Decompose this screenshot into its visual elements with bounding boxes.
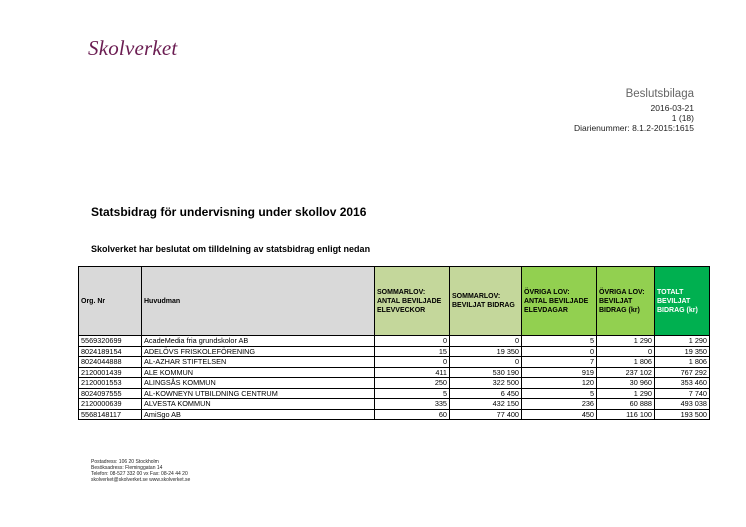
cell-sommarlov-elevveckor: 60: [375, 409, 450, 420]
cell-ovriga-elevdagar: 236: [522, 399, 597, 410]
document-date: 2016-03-21: [650, 103, 694, 113]
cell-sommarlov-bidrag: 322 500: [450, 378, 522, 389]
footer-email-web: skolverket@skolverket.se www.skolverket.se: [91, 477, 191, 483]
cell-ovriga-bidrag: 1 806: [597, 357, 655, 368]
footer-phone-fax: Telefon: 08-527 332 00 vx Fax: 08-24 44 20: [91, 471, 188, 477]
cell-ovriga-elevdagar: 7: [522, 357, 597, 368]
cell-sommarlov-elevveckor: 411: [375, 367, 450, 378]
cell-sommarlov-elevveckor: 335: [375, 399, 450, 410]
table-row: [79, 388, 710, 399]
cell-huvudman: ADELÖVS FRISKOLEFÖRENING: [142, 346, 375, 357]
cell-ovriga-bidrag: 116 100: [597, 409, 655, 420]
cell-org-nr: 8024189154: [79, 346, 142, 357]
grant-table: [78, 266, 710, 420]
table-row: [79, 378, 710, 389]
cell-sommarlov-elevveckor: 250: [375, 378, 450, 389]
cell-sommarlov-bidrag: 77 400: [450, 409, 522, 420]
cell-huvudman: ALVESTA KOMMUN: [142, 399, 375, 410]
cell-org-nr: 2120000639: [79, 399, 142, 410]
cell-ovriga-bidrag: 60 888: [597, 399, 655, 410]
cell-org-nr: 2120001439: [79, 367, 142, 378]
document-meta: [574, 88, 694, 133]
cell-ovriga-bidrag: 1 290: [597, 388, 655, 399]
cell-totalt: 7 740: [655, 388, 710, 399]
cell-totalt: 193 500: [655, 409, 710, 420]
cell-huvudman: AL-KOWNEYN UTBILDNING CENTRUM: [142, 388, 375, 399]
table-row: [79, 346, 710, 357]
cell-sommarlov-bidrag: 19 350: [450, 346, 522, 357]
table-row: [79, 367, 710, 378]
cell-huvudman: ALE KOMMUN: [142, 367, 375, 378]
cell-huvudman: AcadeMedia fria grundskolor AB: [142, 336, 375, 347]
cell-totalt: 767 292: [655, 367, 710, 378]
header-huvudman: Huvudman: [142, 267, 375, 336]
cell-huvudman: AL-AZHAR STIFTELSEN: [142, 357, 375, 368]
cell-sommarlov-elevveckor: 15: [375, 346, 450, 357]
page-number: 1 (18): [671, 113, 694, 123]
cell-sommarlov-bidrag: 0: [450, 336, 522, 347]
cell-ovriga-elevdagar: 450: [522, 409, 597, 420]
header-ovriga-lov-elevdagar: ÖVRIGA LOV: ANTAL BEVILJADE ELEVDAGAR: [522, 267, 597, 336]
diarienummer: Diarienummer: 8.1.2-2015:1615: [573, 123, 694, 133]
table-row: [79, 336, 710, 347]
cell-org-nr: 8024097555: [79, 388, 142, 399]
cell-sommarlov-elevveckor: 0: [375, 336, 450, 347]
cell-ovriga-elevdagar: 0: [522, 346, 597, 357]
table-row: [79, 399, 710, 410]
cell-huvudman: ALINGSÅS KOMMUN: [142, 378, 375, 389]
cell-totalt: 19 350: [655, 346, 710, 357]
footer-contact: [91, 459, 190, 483]
cell-sommarlov-elevveckor: 5: [375, 388, 450, 399]
footer-postal-address: Postadress: 106 20 Stockholm: [91, 459, 159, 465]
cell-huvudman: AmiSgo AB: [142, 409, 375, 420]
cell-sommarlov-bidrag: 0: [450, 357, 522, 368]
cell-sommarlov-bidrag: 530 190: [450, 367, 522, 378]
cell-org-nr: 5568148117: [79, 409, 142, 420]
table-row: [79, 409, 710, 420]
document-type: Beslutsbilaga: [625, 88, 694, 100]
cell-ovriga-bidrag: 1 290: [597, 336, 655, 347]
cell-sommarlov-bidrag: 432 150: [450, 399, 522, 410]
header-sommarlov-elevveckor: SOMMARLOV: ANTAL BEVILJADE ELEVVECKOR: [375, 267, 450, 336]
cell-ovriga-elevdagar: 5: [522, 388, 597, 399]
page-title: Statsbidrag för undervisning under skollov 2016: [91, 205, 367, 219]
header-org-nr: Org. Nr: [79, 267, 142, 336]
cell-totalt: 353 460: [655, 378, 710, 389]
cell-org-nr: 2120001553: [79, 378, 142, 389]
cell-ovriga-bidrag: 30 960: [597, 378, 655, 389]
cell-ovriga-bidrag: 0: [597, 346, 655, 357]
table-row: [79, 357, 710, 368]
cell-ovriga-elevdagar: 919: [522, 367, 597, 378]
header-ovriga-lov-bidrag: ÖVRIGA LOV: BEVILJAT BIDRAG (kr): [597, 267, 655, 336]
footer-visiting-address: Besöksadress: Fleminggatan 14: [91, 465, 163, 471]
cell-ovriga-elevdagar: 5: [522, 336, 597, 347]
cell-ovriga-elevdagar: 120: [522, 378, 597, 389]
cell-totalt: 493 038: [655, 399, 710, 410]
header-totalt-bidrag: TOTALT BEVILJAT BIDRAG (kr): [655, 267, 710, 336]
cell-org-nr: 5569320699: [79, 336, 142, 347]
skolverket-logo: Skolverket: [88, 36, 178, 60]
page-subtitle: Skolverket har beslutat om tilldelning av statsbidrag enligt nedan: [91, 244, 371, 254]
cell-totalt: 1 290: [655, 336, 710, 347]
header-sommarlov-bidrag: SOMMARLOV: BEVILJAT BIDRAG: [450, 267, 522, 336]
cell-totalt: 1 806: [655, 357, 710, 368]
cell-ovriga-bidrag: 237 102: [597, 367, 655, 378]
cell-sommarlov-bidrag: 6 450: [450, 388, 522, 399]
cell-org-nr: 8024044888: [79, 357, 142, 368]
table-header-row: [79, 267, 710, 336]
cell-sommarlov-elevveckor: 0: [375, 357, 450, 368]
